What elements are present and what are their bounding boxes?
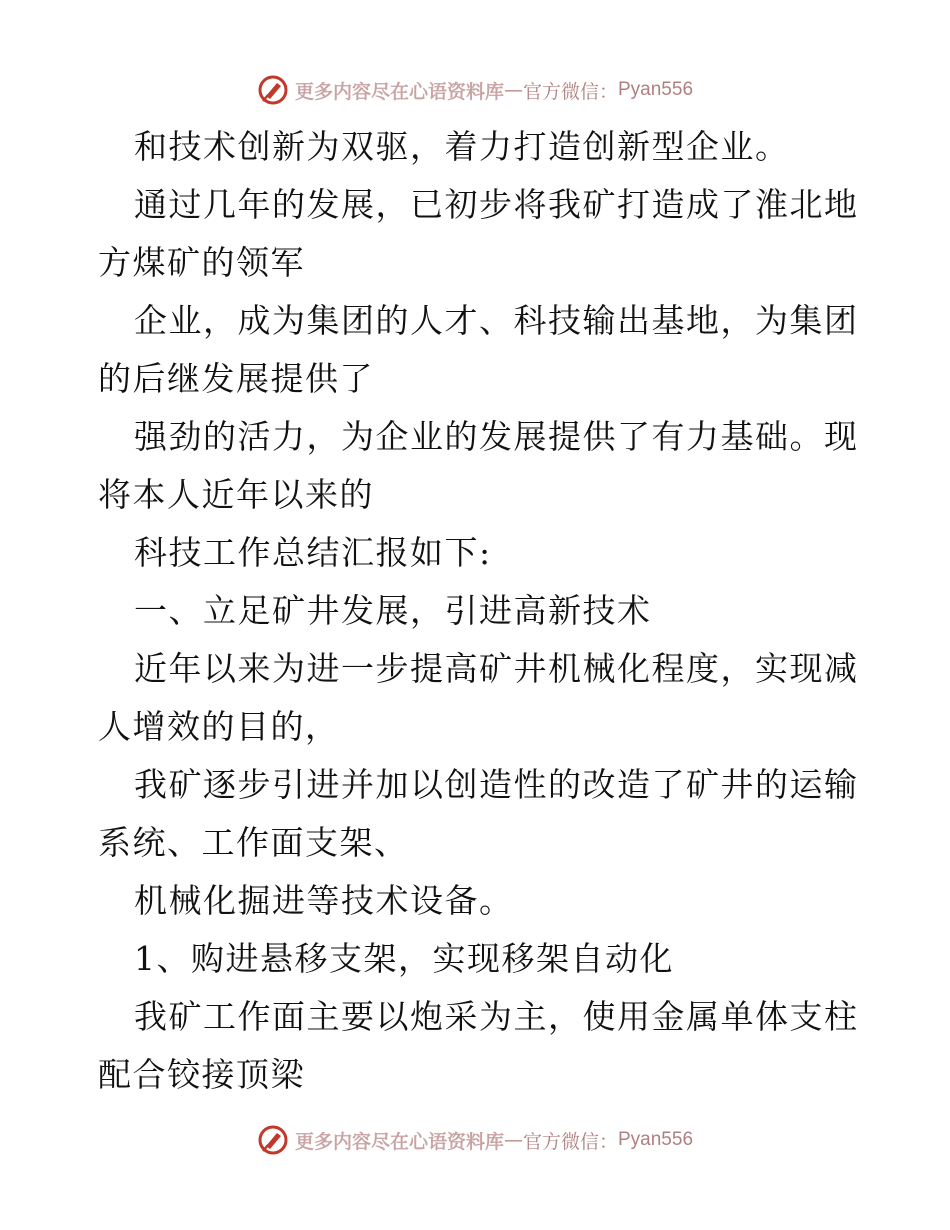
logo-icon	[257, 74, 289, 106]
banner-title: 更多内容尽在心语资料库	[294, 1130, 504, 1153]
text-line: 机械化掘进等技术设备。	[134, 881, 514, 920]
logo-icon	[257, 1124, 289, 1156]
banner-wechat-id: Pyan556	[618, 79, 694, 100]
text-line: 通过几年的发展，已初步将我矿打造成了淮北地	[134, 185, 859, 224]
banner-separator: —	[503, 79, 523, 101]
banner-official-label: 官方微信：	[522, 80, 618, 103]
subsection-heading: 1、购进悬移支架，实现移架自动化	[134, 939, 674, 978]
header-watermark-banner	[0, 70, 950, 110]
document-body	[98, 118, 858, 1104]
banner-title: 更多内容尽在心语资料库	[294, 80, 504, 103]
text-line: 系统、工作面支架、	[98, 823, 409, 862]
text-line: 企业，成为集团的人才、科技输出基地，为集团	[134, 301, 859, 340]
text-line: 我矿逐步引进并加以创造性的改造了矿井的运输	[134, 765, 859, 804]
text-line: 科技工作总结汇报如下:	[134, 533, 492, 572]
text-line: 的后继发展提供了	[98, 359, 374, 398]
text-line: 人增效的目的，	[98, 707, 340, 746]
text-line: 方煤矿的领军	[98, 243, 305, 282]
footer-watermark-banner	[0, 1120, 950, 1160]
text-line: 强劲的活力，为企业的发展提供了有力基础。现	[134, 417, 859, 456]
banner-official-label: 官方微信：	[522, 1130, 618, 1153]
text-line: 近年以来为进一步提高矿井机械化程度，实现减	[134, 649, 859, 688]
text-line: 将本人近年以来的	[98, 475, 374, 514]
text-line: 我矿工作面主要以炮采为主，使用金属单体支柱	[134, 997, 859, 1036]
text-line: 和技术创新为双驱，着力打造创新型企业。	[134, 127, 790, 166]
text-line: 配合铰接顶梁	[98, 1055, 305, 1094]
banner-separator: —	[503, 1129, 523, 1151]
banner-wechat-id: Pyan556	[618, 1129, 694, 1150]
section-heading: 一、立足矿井发展，引进高新技术	[134, 591, 652, 630]
